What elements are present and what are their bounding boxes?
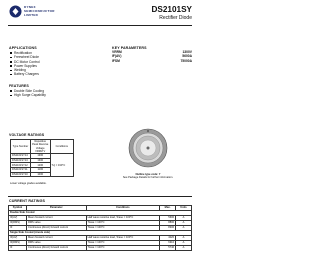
company-logo xyxy=(9,4,57,20)
type-number: DS2101SY12 xyxy=(11,163,31,168)
key-parameter-value: 5600A xyxy=(182,54,192,59)
table-row: IF(RMS) RMS value Tcase = 100°C 8800 A xyxy=(9,221,192,226)
table-header: Units xyxy=(176,206,192,211)
table-row: IF(AV) Mean forward current Half wave resistive load, Tcase = 100°C 4020 A xyxy=(9,236,192,241)
header-rule xyxy=(8,25,192,26)
list-item: Freewheel Diode xyxy=(10,55,40,59)
document-header xyxy=(151,5,192,21)
list-item: Rectification xyxy=(10,51,40,55)
applications-title: APPLICATIONS xyxy=(9,46,37,50)
logo-text: DYNEX SEMICONDUCTOR LIMITED xyxy=(24,5,55,17)
list-item: Power Supplies xyxy=(10,64,40,68)
table-subheader: Single Side Cooled (Anode side) xyxy=(9,231,192,236)
voltage-value: 1200 xyxy=(30,163,50,168)
table-row: IF Continuous (direct) forward current Tcase = 100°C 8300 A xyxy=(9,226,192,231)
voltage-note: Lower voltage grades available. xyxy=(10,182,47,185)
voltage-value: 1300 xyxy=(30,154,50,159)
voltage-ratings-table xyxy=(10,139,74,177)
logo-mark-icon xyxy=(9,5,22,18)
type-number: DS2101SY10 xyxy=(11,172,31,177)
type-number: DS2101SY14 xyxy=(11,154,31,159)
section-rule xyxy=(8,196,192,197)
list-item: DC Motor Control xyxy=(10,60,40,64)
table-header: Type Number xyxy=(11,140,31,154)
list-item: Double Side Cooling xyxy=(10,89,46,93)
list-item: Welding xyxy=(10,68,40,72)
key-parameter-symbol: IFSM xyxy=(112,58,120,63)
table-header: Conditions xyxy=(50,140,73,154)
features-title: FEATURES xyxy=(9,84,29,88)
voltage-value: 1000 xyxy=(30,172,50,177)
key-parameter-value: 75000A xyxy=(180,58,192,63)
key-parameter-value: 1300V xyxy=(182,50,192,54)
key-parameter-row xyxy=(112,59,192,63)
list-item: High Surge Capability xyxy=(10,93,46,97)
document-subtitle: Rectifier Diode xyxy=(159,15,192,21)
current-ratings-title: CURRENT RATINGS xyxy=(9,199,45,203)
table-row: IF(RMS) RMS value Tcase = 100°C 6310 A xyxy=(9,241,192,246)
diode-package-image xyxy=(128,128,168,168)
key-parameter-symbol: VRRM xyxy=(112,50,122,54)
table-subheader: Double Side Cooled xyxy=(9,211,192,216)
type-number: DS2101SY13 xyxy=(11,158,31,163)
package-caption: Outline type code: Y See Package Details for further information. xyxy=(122,173,174,180)
table-row: IF(AV) Mean forward current Half wave resistive load, Tcase = 100°C 5600 A xyxy=(9,216,192,221)
key-parameter-symbol: IF(AV) xyxy=(112,54,122,59)
table-header: Conditions xyxy=(86,206,160,211)
table-header: Max. xyxy=(160,206,176,211)
table-header: Repetitive Peak Reverse Voltage VRRM V xyxy=(32,140,49,153)
type-number: DS2101SY11 xyxy=(11,167,31,172)
applications-list xyxy=(10,51,40,77)
voltage-value: 1300 xyxy=(30,158,50,163)
table-row: IF Continuous (direct) forward current Tcase = 100°C 5740 A xyxy=(9,246,192,251)
table-header: Parameter xyxy=(26,206,86,211)
key-parameters-title: KEY PARAMETERS xyxy=(112,46,147,50)
voltage-conditions: Tvj = 190°C xyxy=(50,154,73,177)
table-header: Symbol xyxy=(9,206,27,211)
voltage-ratings-title: VOLTAGE RATINGS xyxy=(9,133,45,137)
voltage-value: 1100 xyxy=(30,167,50,172)
current-ratings-table xyxy=(8,205,192,251)
features-list xyxy=(10,89,46,98)
list-item: Battery Chargers xyxy=(10,72,40,76)
part-number: DS2101SY xyxy=(151,5,192,14)
key-parameters-list xyxy=(112,50,192,63)
